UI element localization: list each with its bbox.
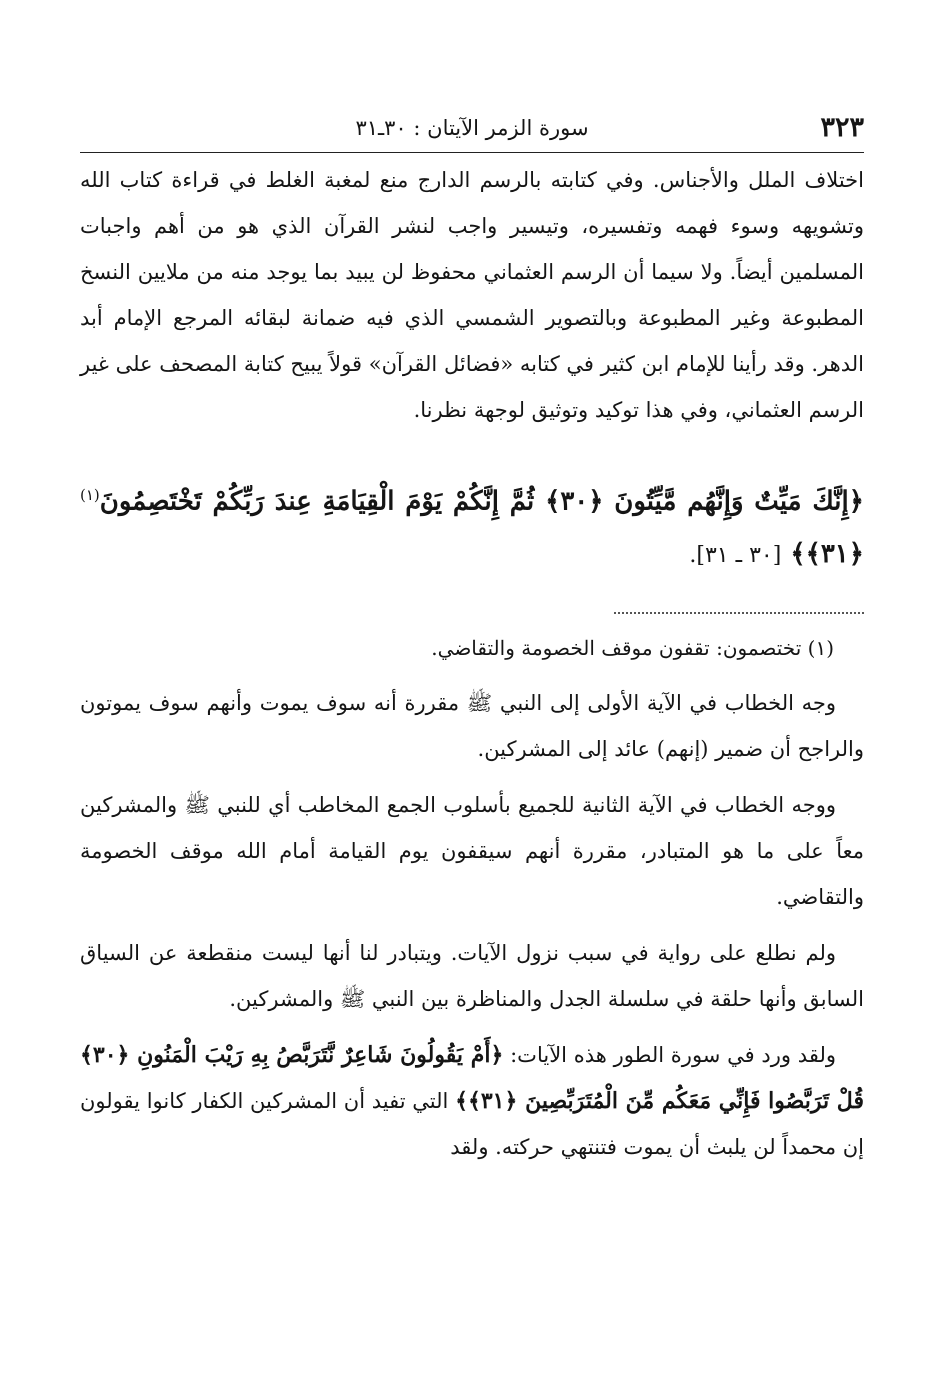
commentary-paragraph: وجه الخطاب في الآية الأولى إلى النبي ﷺ مقررة أنه سوف يموت وأنهم سوف يموتون والراجح أن ضمير (إنهم) عائد إلى المشركين. [80,690,864,761]
footnote: (١) تختصمون: تقفون موقف الخصومة والتقاضي. [431,635,834,660]
commentary-section [80,680,864,1170]
verse-end: ﴿٣١﴾﴾ [790,538,864,569]
verse-reference: [٣٠ ـ ٣١]. [689,542,782,568]
footnote-marker: (١) [80,486,100,504]
page-header [80,108,864,153]
closing-intro: ولقد ورد في سورة الطور هذه الآيات: [510,1042,836,1067]
book-page [80,108,864,1170]
footnote-separator [614,612,864,614]
page-number: ٣٢٣ [820,112,864,143]
closing-rest: التي تفيد أن المشركين الكفار كانوا يقولون إن محمداً لن يلبث أن يموت فتنتهي حركته. ولقد [80,1088,864,1159]
quran-verse [80,469,864,582]
commentary-paragraph: ولم نطلع على رواية في سبب نزول الآيات. ويتبادر لنا أنها ليست منقطعة عن السياق السابق وأنها حلقة في سلسلة الجدل والمناظرة بين النبي ﷺ والمشركين. [80,940,864,1011]
commentary-paragraph: ووجه الخطاب في الآية الثانية للجميع بأسلوب الجمع المخاطب أي للنبي ﷺ والمشركين معاً على ما هو المتبادر، مقررة أنهم سيقفون يوم القيامة أمام الله موقف الخصومة والتقاضي. [80,792,864,909]
closing-paragraph [80,1032,864,1170]
intro-paragraph: اختلاف الملل والأجناس. وفي كتابته بالرسم الدارج منع لمغبة الغلط في قراءة كتاب الله وتشويهه وسوء فهمه وتفسيره، وتيسير واجب لنشر القرآن الذي هو من أهم واجبات المسلمين أيضاً. ولا سيما أن الرسم العثماني محفوظ لن يبيد بما يوجد منه من ملايين النسخ المطبوعة وغير المطبوعة وبالتصوير الشمسي الذي فيه ضمانة لبقائه المرجع الإمام أبد الدهر. وقد رأينا للإمام ابن كثير في كتابه «فضائل القرآن» قولاً يبيح كتابة المصحف على غير الرسم العثماني، وفي هذا توكيد وتوثيق لوجهة نظرنا. [80,168,864,422]
verse-text: ﴿إِنَّكَ مَيِّتٌ وَإِنَّهُم مَّيِّتُونَ ﴿٣٠﴾ ثُمَّ إِنَّكُمْ يَوْمَ الْقِيَامَةِ عِندَ رَبِّكُمْ تَخْتَصِمُونَ [99,486,864,517]
running-title: سورة الزمر الآيتان : ٣٠ـ٣١ [355,116,589,140]
quoted-verse: ﴿أَمْ يَقُولُونَ شَاعِرٌ نَّتَرَبَّصُ بِهِ رَيْبَ الْمَنُونِ ﴿٣٠﴾ قُلْ تَرَبَّصُوا فَإِنِّي مَعَكُم مِّنَ الْمُتَرَبِّصِينَ ﴿٣١﴾﴾ [80,1041,864,1114]
